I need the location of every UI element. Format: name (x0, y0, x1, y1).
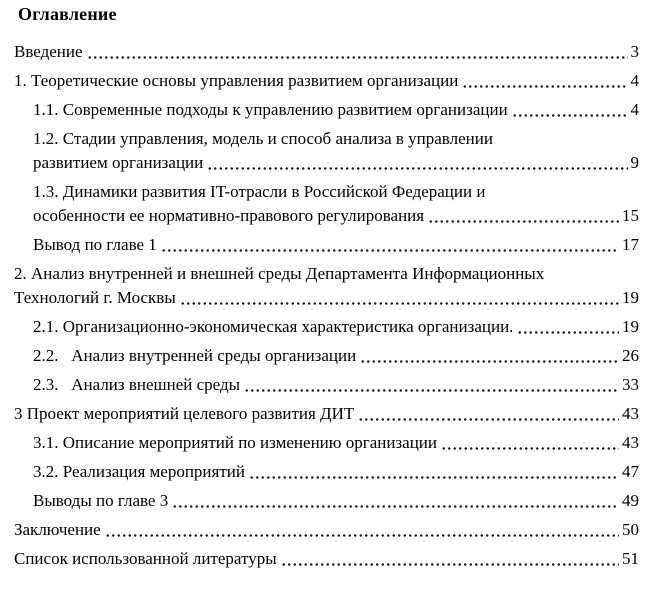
dot-leader (281, 547, 619, 571)
toc-entry-chapter-3[interactable] (14, 402, 639, 426)
toc-entry-label: 2.3. Анализ внешней среды (33, 375, 241, 394)
toc-entry-label: 1. Теоретические основы управления развитием организации (14, 71, 459, 90)
dot-leader (105, 518, 619, 542)
dot-leader (161, 233, 619, 257)
toc-entry-chapter-2[interactable] (14, 262, 639, 310)
dot-leader (512, 98, 628, 122)
toc-entry-vyvody-3[interactable] (14, 489, 639, 513)
toc-entry-spisok-literatury[interactable] (14, 547, 639, 571)
dot-leader (207, 151, 627, 175)
toc-entry-zaklyuchenie[interactable] (14, 518, 639, 542)
toc-entry-label: Технологий г. Москвы (14, 288, 176, 307)
toc-entry-label: особенности ее нормативно-правового регулирования (33, 206, 425, 225)
toc-entry-chapter-1[interactable] (14, 69, 639, 93)
toc-page-number: 26 (622, 346, 639, 365)
dot-leader (360, 344, 619, 368)
toc-entry-label: 2. Анализ внутренней и внешней среды Департамента Информационных (14, 264, 545, 283)
toc-page-number: 4 (630, 71, 639, 90)
toc-entry-label: 2.1. Организационно-экономическая характеристика организации. (33, 317, 514, 336)
toc-page-number: 51 (622, 549, 639, 568)
toc-page-number: 50 (622, 520, 639, 539)
toc-entry-1-2[interactable] (14, 127, 639, 175)
toc-entry-vyvod-1[interactable] (14, 233, 639, 257)
toc-page-number: 43 (622, 433, 639, 452)
toc-page-number: 3 (630, 42, 639, 61)
dot-leader (180, 286, 619, 310)
toc-page-number: 17 (622, 235, 639, 254)
toc-entry-2-2[interactable] (14, 344, 639, 368)
toc-entry-label: 3.2. Реализация мероприятий (33, 462, 245, 481)
dot-leader (244, 373, 619, 397)
toc-entry-1-1[interactable] (14, 98, 639, 122)
toc-page-number: 4 (630, 100, 639, 119)
toc-entry-label: 3.1. Описание мероприятий по изменению организации (33, 433, 437, 452)
dot-leader (428, 204, 619, 228)
toc-entry-label: 1.2. Стадии управления, модель и способ анализа в управлении (33, 129, 493, 148)
toc-entry-1-3[interactable] (14, 180, 639, 228)
toc-entry-2-3[interactable] (14, 373, 639, 397)
toc-entry-label: 1.1. Современные подходы к управлению развитием организации (33, 100, 508, 119)
toc-entry-label: Выводы по главе 3 (33, 491, 169, 510)
dot-leader (87, 40, 628, 64)
toc-entry-label: Вывод по главе 1 (33, 235, 157, 254)
toc-page-number: 9 (630, 153, 639, 172)
dot-leader (172, 489, 619, 513)
dot-leader (517, 315, 619, 339)
toc-title: Оглавление (18, 4, 117, 24)
toc-entry-3-2[interactable] (14, 460, 639, 484)
toc-entry-2-1[interactable] (14, 315, 639, 339)
toc-entry-label: Список использованной литературы (14, 549, 277, 568)
toc-entry-label: 2.2. Анализ внутренней среды организации (33, 346, 357, 365)
toc-page-number: 43 (622, 404, 639, 423)
toc-entry-label: 1.3. Динамики развития IT-отрасли в Российской Федерации и (33, 182, 486, 201)
dot-leader (462, 69, 627, 93)
toc-page-number: 33 (622, 375, 639, 394)
toc-entry-label: Заключение (14, 520, 101, 539)
toc-entry-vvedenie[interactable] (14, 40, 639, 64)
toc-entry-label: Введение (14, 42, 83, 61)
toc-entry-label: развитием организации (33, 153, 204, 172)
dot-leader (358, 402, 619, 426)
dot-leader (441, 431, 619, 455)
toc-page-number: 47 (622, 462, 639, 481)
toc-page-number: 19 (622, 288, 639, 307)
toc-page-number: 49 (622, 491, 639, 510)
toc-entry-3-1[interactable] (14, 431, 639, 455)
dot-leader (249, 460, 619, 484)
toc-entry-label: 3 Проект мероприятий целевого развития ДИТ (14, 404, 355, 423)
toc-page-number: 19 (622, 317, 639, 336)
toc-page-number: 15 (622, 206, 639, 225)
